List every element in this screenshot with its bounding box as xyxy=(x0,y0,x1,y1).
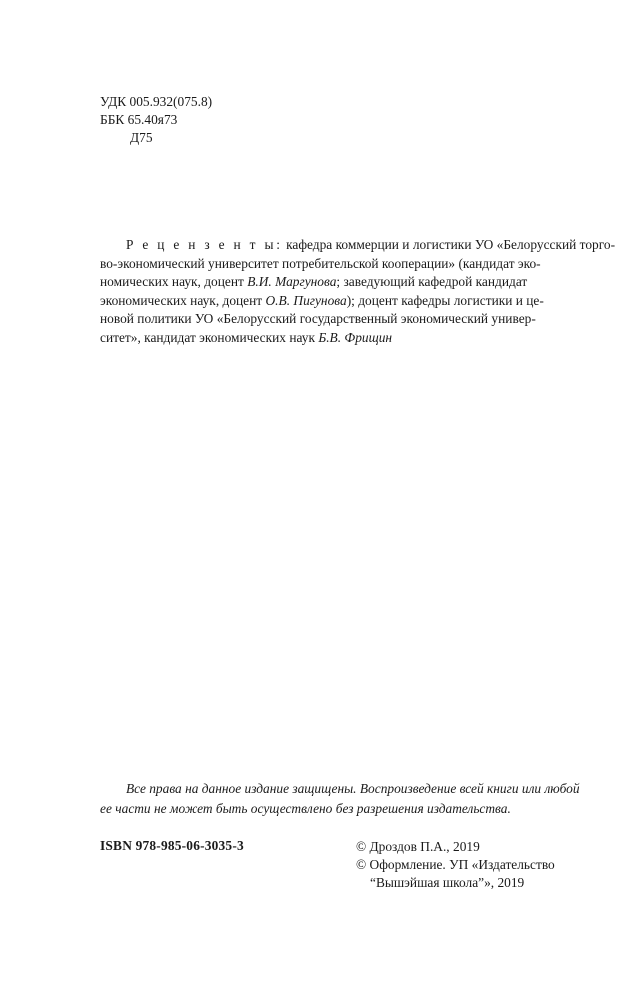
reviewers-text: ситет», кандидат экономических наук xyxy=(100,329,319,345)
reviewers-text: кафедра коммерции и логистики УО «Белорусский торго- xyxy=(282,237,616,252)
reviewers-line-3 xyxy=(100,273,526,292)
copyright-block xyxy=(356,838,555,892)
rights-notice xyxy=(100,779,580,819)
reviewers-text: во-экономический университет потребительской кооперации» (кандидат эко- xyxy=(100,255,541,271)
reviewers-text: ; заведующий кафедрой кандидат xyxy=(336,274,528,289)
reviewers-paragraph xyxy=(100,236,616,347)
copyright-author: © Дроздов П.А., 2019 xyxy=(356,839,480,854)
copyright-design: © Оформление. УП «Издательство xyxy=(356,857,555,872)
author-mark: Д75 xyxy=(130,130,153,145)
reviewers-heading: Р е ц е н з е н т ы: xyxy=(126,237,283,252)
reviewer-name-frishchin: Б.В. Фрищин xyxy=(318,329,393,345)
rights-line-2: ее части не может быть осуществлено без разрешения издательства. xyxy=(100,801,511,816)
reviewer-name-pigunova: О.В. Пигунова xyxy=(265,292,347,308)
bbk-code: ББК 65.40я73 xyxy=(100,112,178,127)
reviewers-text: ); доцент кафедры логистики и це- xyxy=(346,292,544,308)
udk-code: УДК 005.932(075.8) xyxy=(100,94,213,109)
reviewers-line-6 xyxy=(100,329,526,348)
reviewers-text: новой политики УО «Белорусский государственный экономический универ- xyxy=(100,311,536,326)
reviewers-line-2 xyxy=(100,255,541,274)
reviewers-text: экономических наук, доцент xyxy=(100,292,266,308)
reviewers-line-4 xyxy=(100,292,544,311)
reviewer-name-margunova: В.И. Маргунова xyxy=(247,274,337,289)
reviewers-text: номических наук, доцент xyxy=(100,274,248,289)
rights-line-1: Все права на данное издание защищены. Воспроизведение всей книги или любой xyxy=(126,781,580,796)
copyright-publisher: “Вышэйшая школа”», 2019 xyxy=(370,875,525,890)
isbn-number: ISBN 978-985-06-3035-3 xyxy=(100,838,244,853)
classification-block xyxy=(100,93,212,147)
reviewers-line-1 xyxy=(100,236,616,255)
reviewers-line-5 xyxy=(100,310,536,329)
